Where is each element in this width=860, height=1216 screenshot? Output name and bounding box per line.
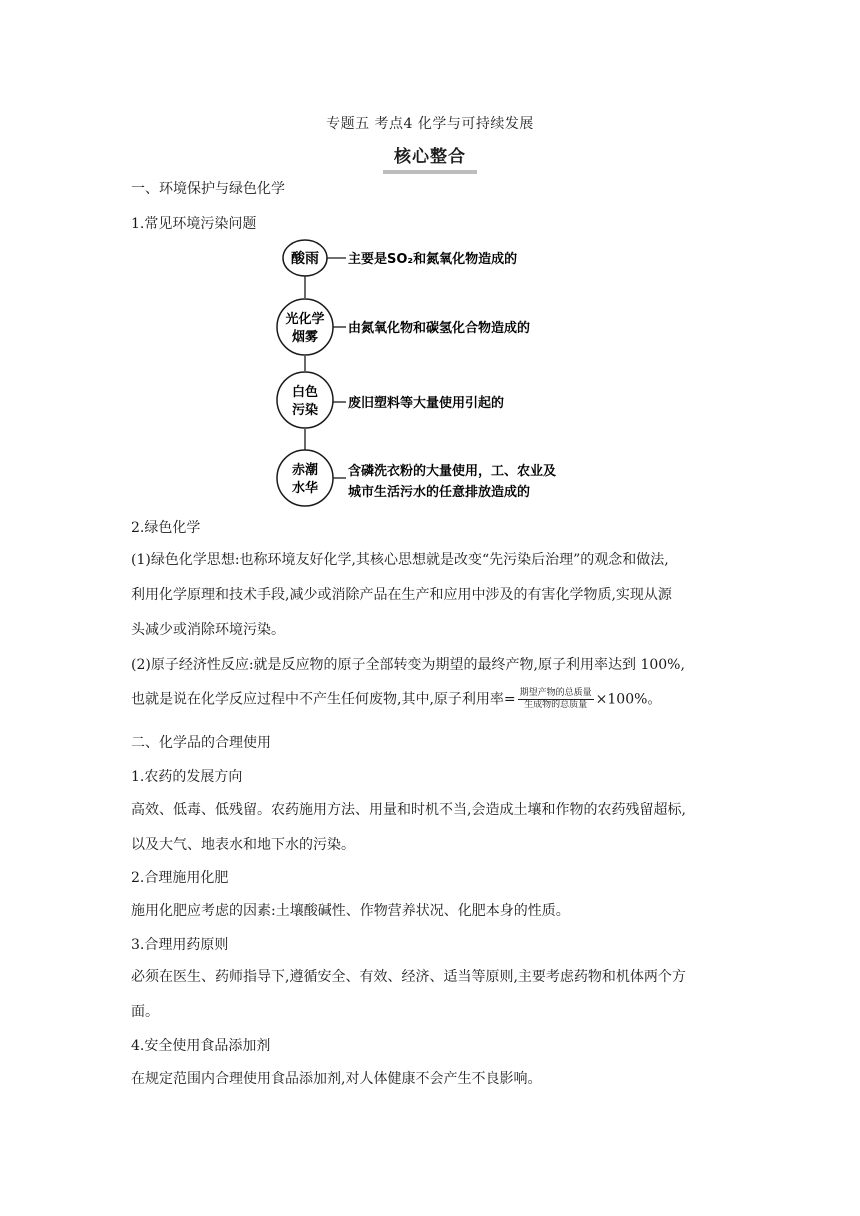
pesticide-text [131,800,741,870]
paragraph-line-formula [131,688,741,723]
section-2-title: 二、化学品的合理使用 [131,735,271,751]
node-description-line2: 城市生活污水的任意排放造成的 [348,485,531,500]
fraction-numerator: 期望产物的总质量 [519,688,592,698]
diagram-node-acid-rain [283,240,517,276]
green-chemistry-paragraph-2 [131,655,741,723]
subsection-2-title: 2.绿色化学 [131,520,201,536]
green-chemistry-paragraph-1 [131,550,741,655]
fertilizer-title: 2.合理施用化肥 [131,870,229,886]
subsection-1-title: 1.常见环境污染问题 [131,216,257,232]
node-label-line2: 烟雾 [291,330,319,345]
paragraph-line: (1)绿色化学思想:也称环境友好化学,其核心思想就是改变“先污染后治理”的观念和做法, [131,552,669,568]
section-1-title: 一、环境保护与绿色化学 [131,181,285,197]
paragraph-line: (2)原子经济性反应:就是反应物的原子全部转变为期望的最终产物,原子利用率达到 100%, [131,657,685,673]
paragraph-line: 高效、低毒、低残留。农药施用方法、用量和时机不当,会造成土壤和作物的农药残留超标, [131,802,686,818]
pollution-diagram-svg [270,236,600,508]
node-description: 废旧塑料等大量使用引起的 [348,396,505,411]
diagram-node-red-tide [277,450,557,506]
diagram-node-white-pollution [277,372,504,428]
node-description: 由氮氧化物和碳氢化合物造成的 [348,321,531,336]
page-header: 专题五 考点4 化学与可持续发展 [326,116,534,132]
node-label-line1: 白色 [291,385,319,400]
paragraph-line: 以及大气、地表水和地下水的污染。 [131,837,355,853]
diagram-node-photochemical-smog [277,299,530,355]
paragraph-line: 必须在医生、药师指导下,遵循安全、有效、经济、适当等原则,主要考虑药物和机体两个方 [131,969,686,985]
atom-utilization-fraction [518,688,594,711]
paragraph-line: 面。 [131,1004,159,1020]
node-label-line1: 光化学 [285,312,325,327]
fraction-denominator: 生成物的总质量 [524,700,588,710]
medicine-title: 3.合理用药原则 [131,937,229,953]
medicine-text [131,967,741,1037]
paragraph-line: 利用化学原理和技术手段,减少或消除产品在生产和应用中涉及的有害化学物质,实现从源 [131,587,672,603]
pesticide-title: 1.农药的发展方向 [131,769,243,785]
food-additive-title: 4.安全使用食品添加剂 [131,1038,271,1054]
node-label: 酸雨 [291,251,319,267]
fertilizer-text: 施用化肥应考虑的因素:土壤酸碱性、作物营养状况、化肥本身的性质。 [131,903,570,919]
food-additive-text: 在规定范围内合理使用食品添加剂,对人体健康不会产生不良影响。 [131,1071,542,1087]
node-description-line1: 含磷洗衣粉的大量使用，工、农业及 [348,464,557,479]
node-label-line1: 赤潮 [291,463,319,478]
section-banner: 核心整合 [383,146,477,174]
paragraph-line: 头减少或消除环境污染。 [131,622,285,638]
node-label-line2: 水华 [291,481,319,496]
node-label-line2: 污染 [291,403,319,418]
formula-suffix: ×100%。 [595,691,662,708]
node-description: 主要是SO₂和氮氧化物造成的 [348,252,518,267]
pollution-diagram [270,236,600,508]
formula-prefix: 也就是说在化学反应过程中不产生任何废物,其中,原子利用率= [131,691,516,708]
